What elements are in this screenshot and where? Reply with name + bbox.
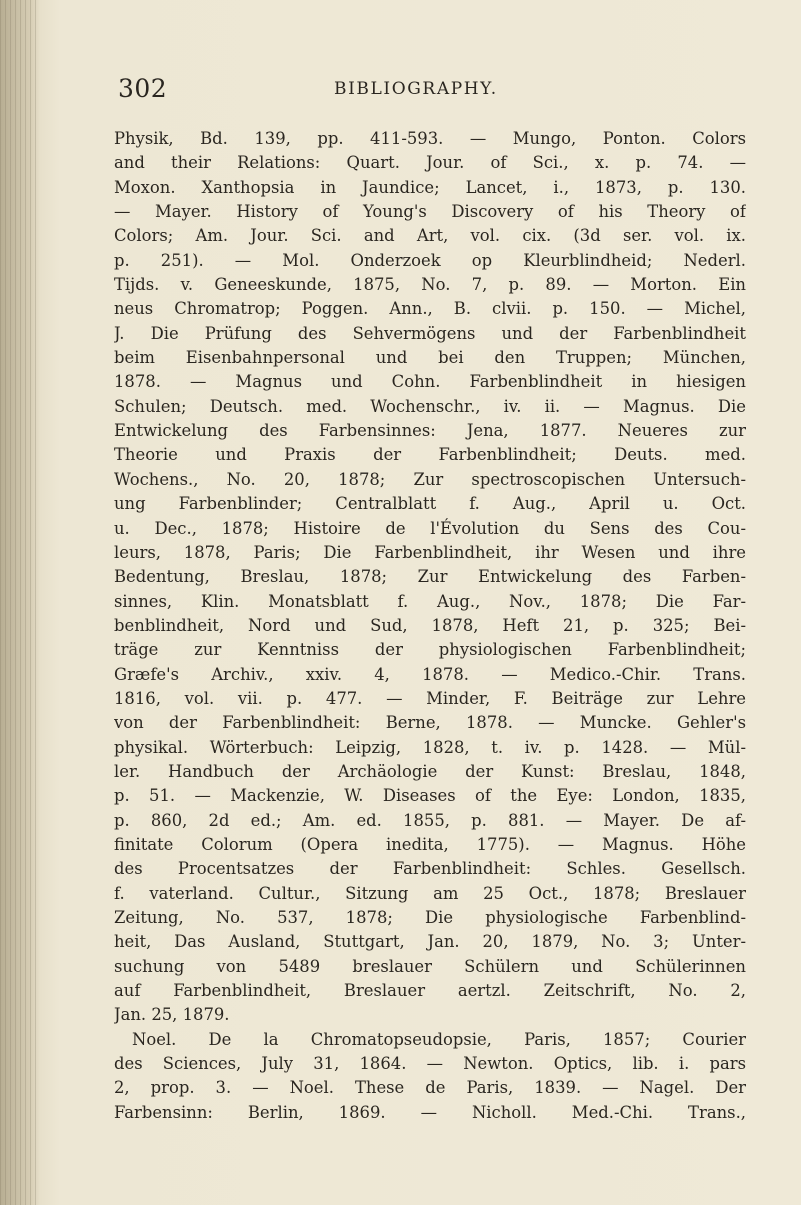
bibliography-text — [114, 127, 746, 1125]
text-line: von der Farbenblindheit: Berne, 1878. — Muncke. Gehler's — [114, 713, 746, 733]
text-line: u. Dec., 1878; Histoire de l'Évolution du Sens des Cou- — [114, 518, 746, 538]
text-line: Farbensinn: Berlin, 1869. — Nicholl. Med.-Chi. Trans., — [114, 1102, 746, 1122]
text-line: 1816, vol. vii. p. 477. — Minder, F. Beiträge zur Lehre — [114, 688, 746, 708]
text-line: finitate Colorum (Opera inedita, 1775). — Magnus. Höhe — [114, 834, 746, 854]
text-line: auf Farbenblindheit, Breslauer aertzl. Zeitschrift, No. 2, — [114, 981, 746, 1001]
text-line: suchung von 5489 breslauer Schülern und Schülerinnen — [114, 956, 746, 976]
page-number: 302 — [118, 74, 168, 103]
text-line: Schulen; Deutsch. med. Wochenschr., iv. ii. — Magnus. Die — [114, 396, 746, 416]
text-line: ung Farbenblinder; Centralblatt f. Aug., April u. Oct. — [114, 494, 746, 514]
text-line: heit, Das Ausland, Stuttgart, Jan. 20, 1879, No. 3; Unter- — [114, 932, 746, 952]
text-line: 1878. — Magnus und Cohn. Farbenblindheit in hiesigen — [114, 372, 746, 392]
text-line: beim Eisenbahnpersonal und bei den Truppen; München, — [114, 348, 746, 368]
text-line: träge zur Kenntniss der physiologischen Farbenblindheit; — [114, 640, 746, 660]
text-line: and their Relations: Quart. Jour. of Sci., x. p. 74. — — [114, 153, 746, 173]
text-line: Jan. 25, 1879. — [114, 1005, 230, 1025]
text-line: des Procentsatzes der Farbenblindheit: Schles. Gesellsch. — [114, 859, 746, 879]
page-header — [118, 74, 738, 104]
book-binding-gutter — [0, 0, 40, 1205]
text-line: p. 51. — Mackenzie, W. Diseases of the Eye: London, 1835, — [114, 786, 746, 806]
text-line: Physik, Bd. 139, pp. 411-593. — Mungo, Ponton. Colors — [114, 129, 746, 148]
text-line: Noel. De la Chromatopseudopsie, Paris, 1857; Courier — [132, 1029, 746, 1049]
text-line: leurs, 1878, Paris; Die Farbenblindheit, ihr Wesen und ihre — [114, 542, 746, 562]
text-line: Colors; Am. Jour. Sci. and Art, vol. cix. (3d ser. vol. ix. — [114, 226, 746, 246]
text-line: — Mayer. History of Young's Discovery of his Theory of — [114, 202, 746, 222]
text-line: Wochens., No. 20, 1878; Zur spectroscopischen Untersuch- — [114, 469, 746, 489]
text-line: neus Chromatrop; Poggen. Ann., B. clvii. p. 150. — Michel, — [114, 299, 746, 319]
text-line: Zeitung, No. 537, 1878; Die physiologische Farbenblind- — [114, 908, 746, 927]
text-line: f. vaterland. Cultur., Sitzung am 25 Oct., 1878; Breslauer — [114, 883, 746, 903]
text-line: Entwickelung des Farbensinnes: Jena, 1877. Neueres zur — [114, 421, 746, 441]
text-line: p. 251). — Mol. Onderzoek op Kleurblindheid; Nederl. — [114, 250, 746, 270]
text-line: Bedentung, Breslau, 1878; Zur Entwickelung des Farben- — [114, 567, 746, 587]
text-line: Tijds. v. Geneeskunde, 1875, No. 7, p. 89. — Morton. Ein — [114, 275, 746, 295]
text-line: J. Die Prüfung des Sehvermögens und der Farbenblindheit — [114, 323, 746, 343]
text-line: des Sciences, July 31, 1864. — Newton. Optics, lib. i. pars — [114, 1054, 746, 1074]
text-line: Theorie und Praxis der Farbenblindheit; Deuts. med. — [114, 445, 746, 465]
text-line: Græfe's Archiv., xxiv. 4, 1878. — Medico.-Chir. Trans. — [114, 664, 746, 684]
text-line: Moxon. Xanthopsia in Jaundice; Lancet, i., 1873, p. 130. — [114, 177, 746, 197]
text-line: 2, prop. 3. — Noel. These de Paris, 1839. — Nagel. Der — [114, 1078, 746, 1098]
text-line: p. 860, 2d ed.; Am. ed. 1855, p. 881. — Mayer. De af- — [114, 810, 746, 830]
text-line: physikal. Wörterbuch: Leipzig, 1828, t. iv. p. 1428. — Mül- — [114, 737, 746, 757]
text-line: sinnes, Klin. Monatsblatt f. Aug., Nov., 1878; Die Far- — [114, 591, 746, 611]
text-line: ler. Handbuch der Archäologie der Kunst: Breslau, 1848, — [114, 761, 746, 781]
text-line: benblindheit, Nord und Sud, 1878, Heft 21, p. 325; Bei- — [114, 615, 746, 635]
running-title: BIBLIOGRAPHY. — [334, 79, 498, 99]
